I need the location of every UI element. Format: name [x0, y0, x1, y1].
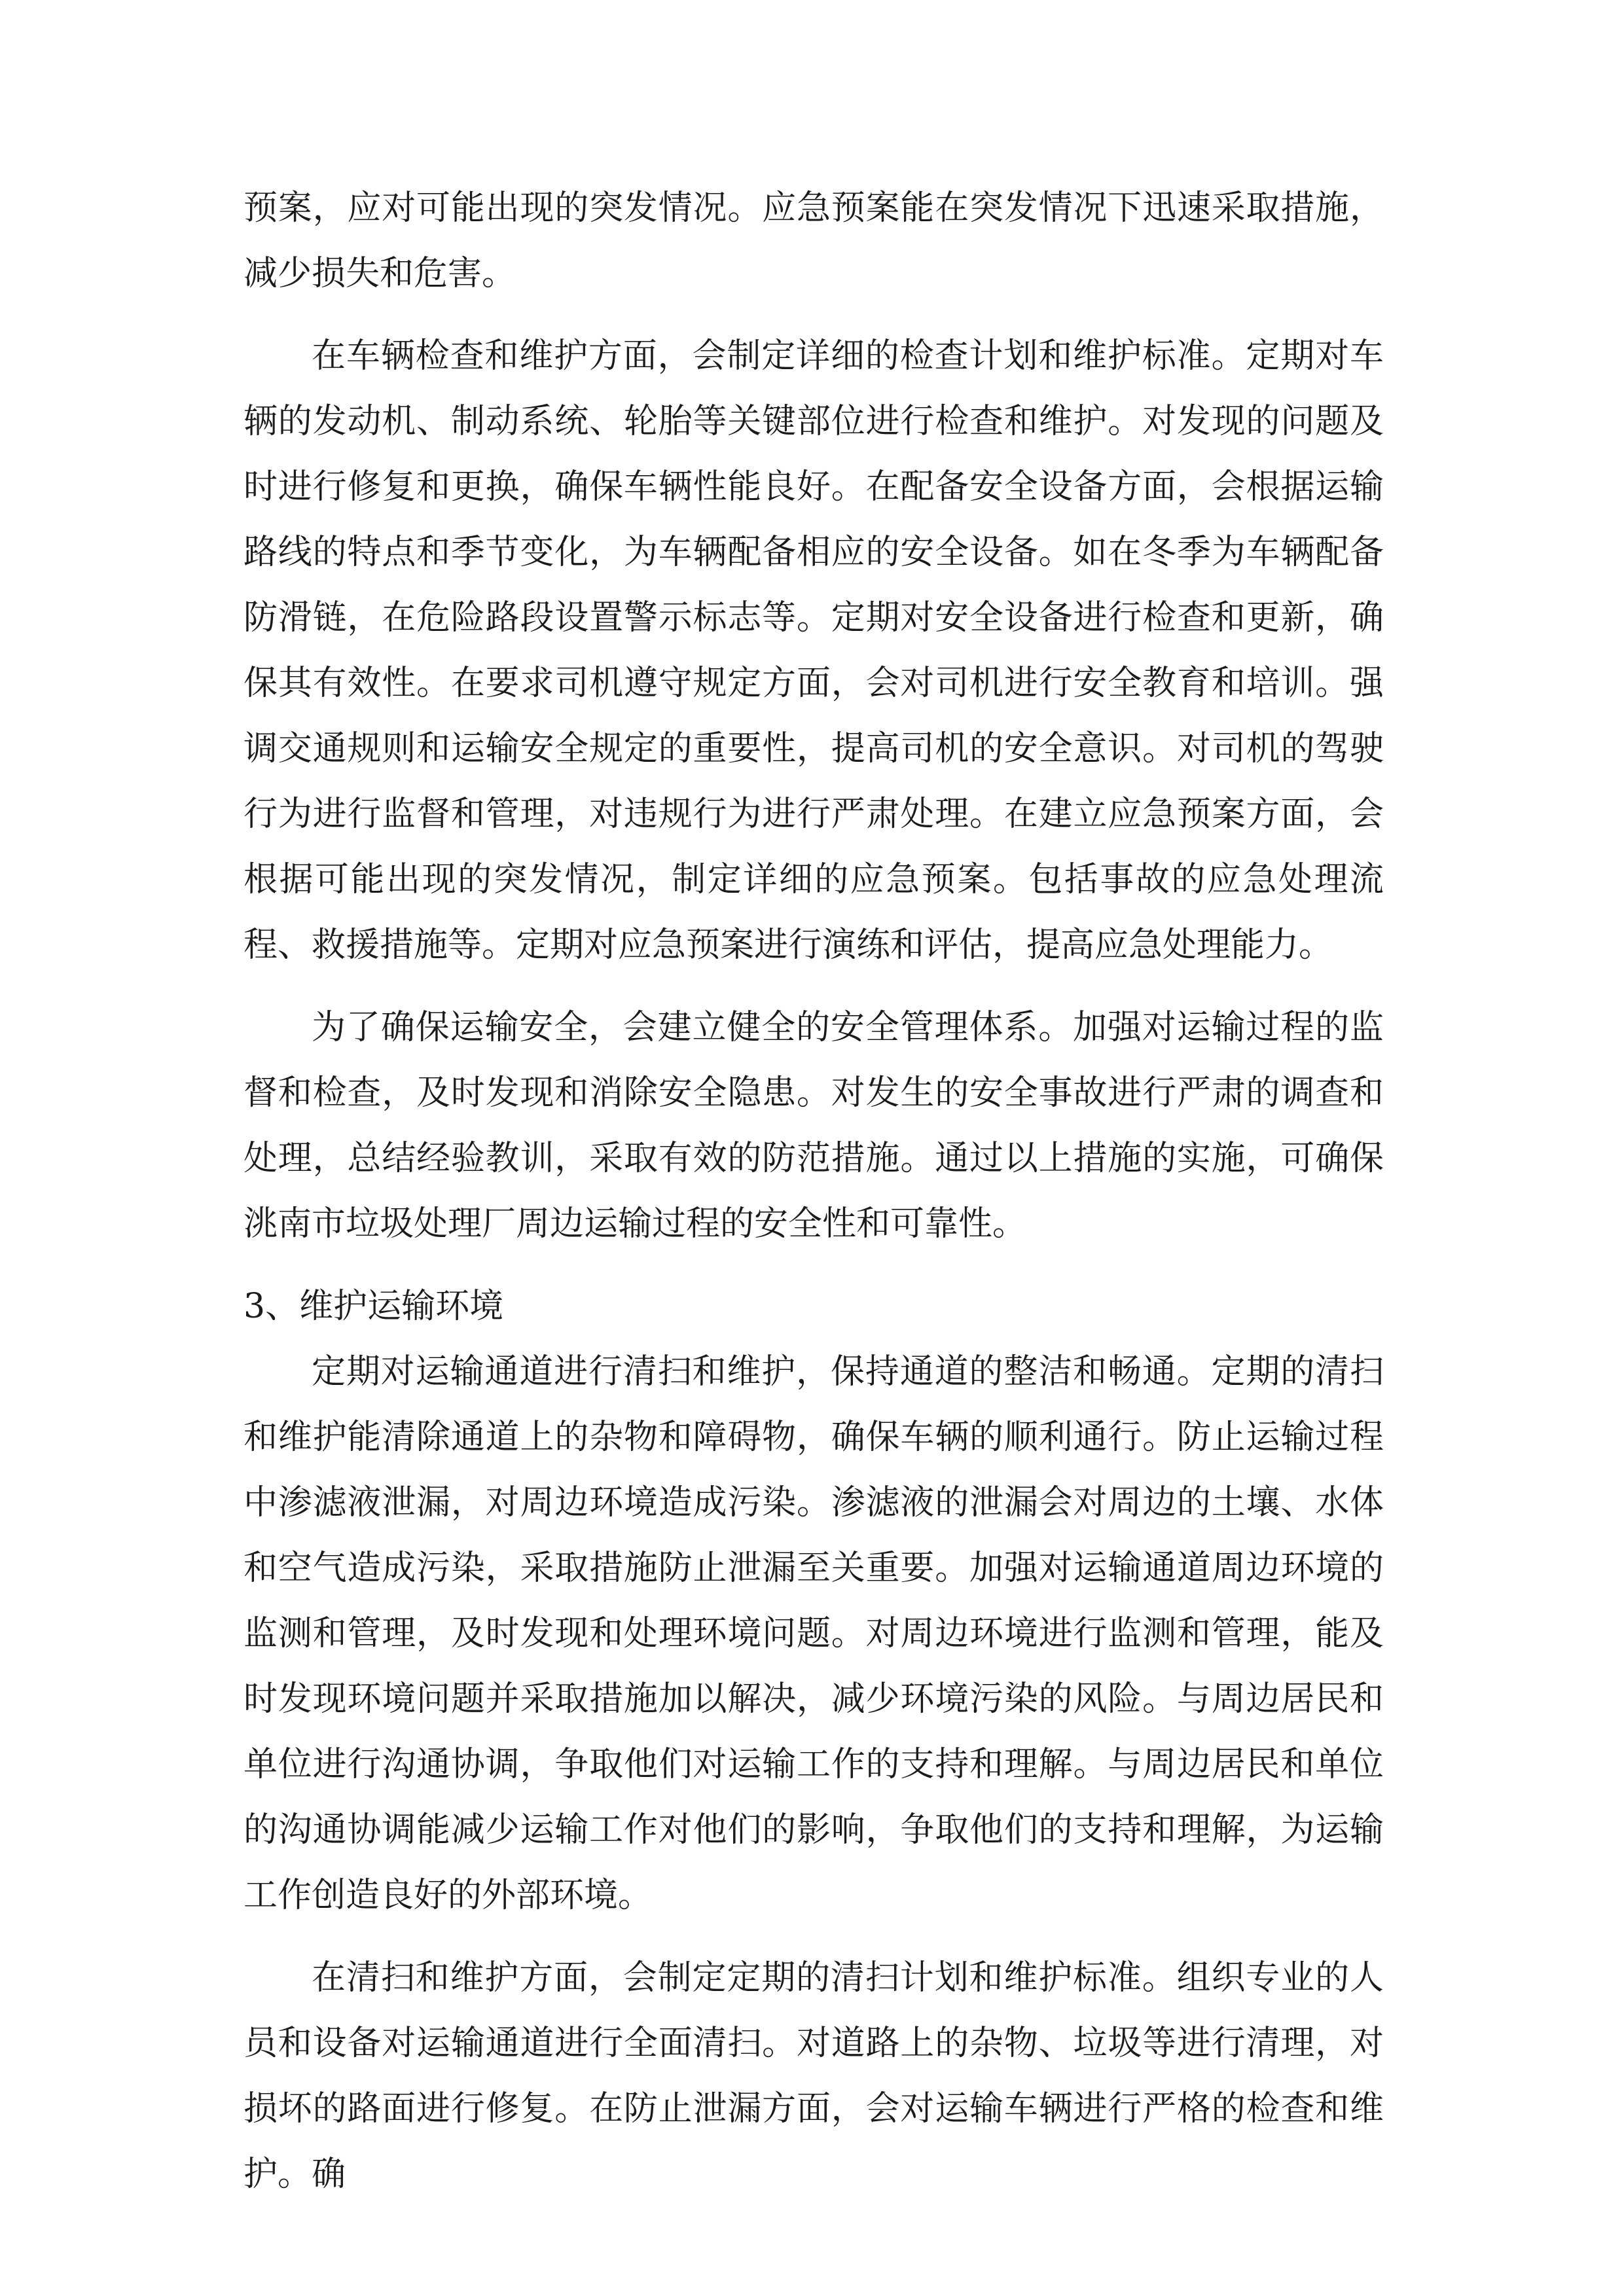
section-heading: 3、维护运输环境: [244, 1287, 504, 1326]
paragraph-cleaning-maintenance: 在清扫和维护方面，会制定定期的清扫计划和维护标准。组织专业的人员和设备对运输通道进行全面清扫。对道路上的杂物、垃圾等进行清理，对损坏的路面进行修复。在防止泄漏方面，会对运输车辆进行严格的检查和维护。确: [244, 1958, 1384, 2194]
paragraph-continued: 预案，应对可能出现的突发情况。应急预案能在突发情况下迅速采取措施，减少损失和危害。: [244, 188, 1384, 293]
paragraph-vehicle-inspection: 在车辆检查和维护方面，会制定详细的检查计划和维护标准。定期对车辆的发动机、制动系统、轮胎等关键部位进行检查和维护。对发现的问题及时进行修复和更换，确保车辆性能良好。在配备安全设备方面，会根据运输路线的特点和季节变化，为车辆配备相应的安全设备。如在冬季为车辆配备防滑链，在危险路段设置警示标志等。定期对安全设备进行检查和更新，确保其有效性。在要求司机遵守规定方面，会对司机进行安全教育和培训。强调交通规则和运输安全规定的重要性，提高司机的安全意识。对司机的驾驶行为进行监督和管理，对违规行为进行严肃处理。在建立应急预案方面，会根据可能出现的突发情况，制定详细的应急预案。包括事故的应急处理流程、救援措施等。定期对应急预案进行演练和评估，提高应急处理能力。: [244, 336, 1384, 965]
paragraph-safety-management: 为了确保运输安全，会建立健全的安全管理体系。加强对运输过程的监督和检查，及时发现和消除安全隐患。对发生的安全事故进行严肃的调查和处理，总结经验教训，采取有效的防范措施。通过以上措施的实施，可确保洮南市垃圾处理厂周边运输过程的安全性和可靠性。: [244, 1008, 1384, 1244]
document-body: [244, 175, 1384, 2224]
paragraph-maintain-environment: 定期对运输通道进行清扫和维护，保持通道的整洁和畅通。定期的清扫和维护能清除通道上的杂物和障碍物，确保车辆的顺利通行。防止运输过程中渗滤液泄漏，对周边环境造成污染。渗滤液的泄漏会对周边的土壤、水体和空气造成污染，采取措施防止泄漏至关重要。加强对运输通道周边环境的监测和管理，及时发现和处理环境问题。对周边环境进行监测和管理，能及时发现环境问题并采取措施加以解决，减少环境污染的风险。与周边居民和单位进行沟通协调，争取他们对运输工作的支持和理解。与周边居民和单位的沟通协调能减少运输工作对他们的影响，争取他们的支持和理解，为运输工作创造良好的外部环境。: [244, 1352, 1384, 1915]
